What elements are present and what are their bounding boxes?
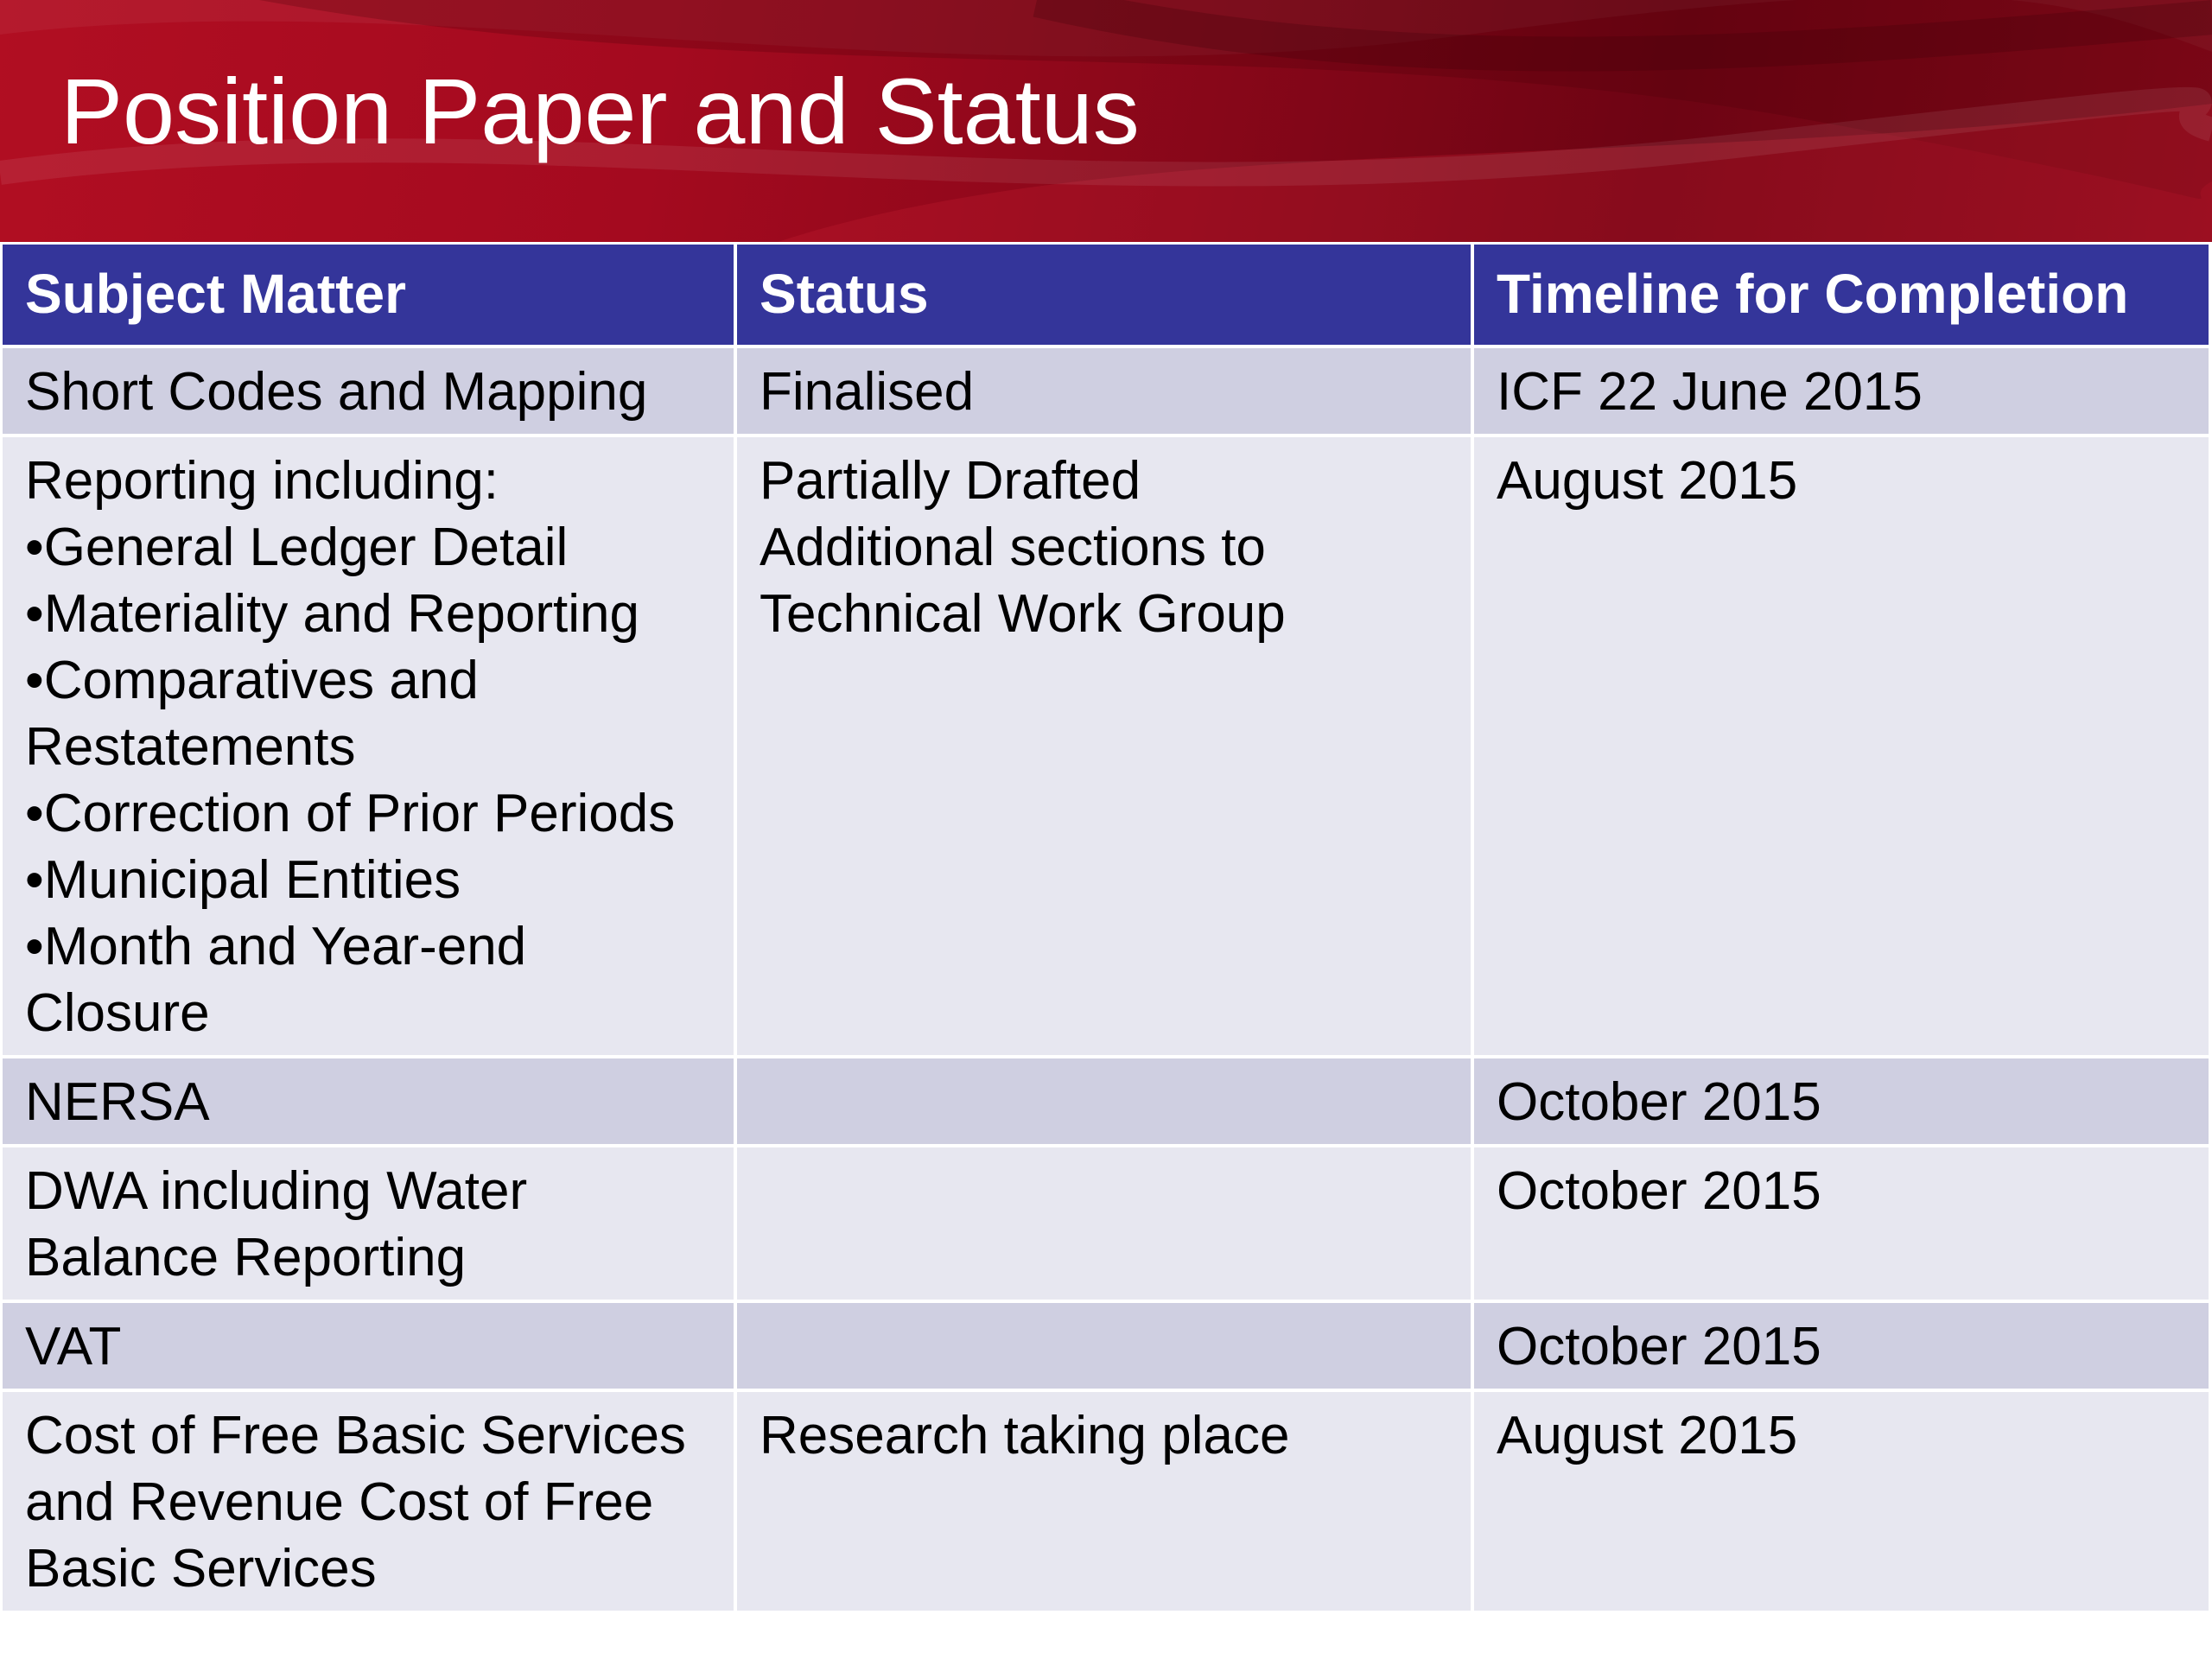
- table-body: [0, 348, 2212, 1614]
- title-banner: [0, 0, 2212, 242]
- cell-text-line: •Municipal Entities: [25, 850, 461, 910]
- cell-status: [737, 1303, 1474, 1392]
- cell-text-line: Closure: [25, 983, 210, 1043]
- cell-status: [737, 1392, 1474, 1614]
- cell-timeline: [1474, 1147, 2212, 1303]
- cell-timeline: [1474, 348, 2212, 437]
- cell-timeline: [1474, 437, 2212, 1058]
- table-row: [0, 1058, 2212, 1147]
- cell-status: [737, 1058, 1474, 1147]
- cell-text-line: August 2015: [1497, 1406, 1798, 1465]
- header-subject-matter: Subject Matter: [0, 242, 737, 348]
- status-table-container: [0, 242, 2212, 1659]
- cell-text-line: DWA including Water: [25, 1161, 528, 1221]
- status-table: [0, 242, 2212, 1614]
- cell-text-line: October 2015: [1497, 1072, 1821, 1132]
- cell-text-line: Technical Work Group: [760, 584, 1286, 644]
- table-row: [0, 1147, 2212, 1303]
- cell-subject-matter: [0, 1303, 737, 1392]
- page-title: Position Paper and Status: [60, 59, 1140, 163]
- cell-text-line: and Revenue Cost of Free: [25, 1472, 654, 1532]
- cell-text-line: August 2015: [1497, 451, 1798, 511]
- cell-text-line: •Month and Year-end: [25, 917, 527, 976]
- header-status: Status: [737, 242, 1474, 348]
- cell-timeline: [1474, 1058, 2212, 1147]
- table-row: [0, 1303, 2212, 1392]
- cell-text-line: October 2015: [1497, 1317, 1821, 1376]
- table-header-row: [0, 242, 2212, 348]
- cell-text-line: NERSA: [25, 1072, 210, 1132]
- cell-status: [737, 437, 1474, 1058]
- cell-text-line: Restatements: [25, 717, 356, 777]
- cell-text-line: Balance Reporting: [25, 1228, 467, 1287]
- cell-text-line: Basic Services: [25, 1539, 377, 1599]
- table-row: [0, 348, 2212, 437]
- cell-text-line: Reporting including:: [25, 451, 499, 511]
- cell-subject-matter: [0, 1392, 737, 1614]
- cell-text-line: Cost of Free Basic Services: [25, 1406, 686, 1465]
- cell-text-line: •Comparatives and: [25, 651, 479, 710]
- table-row: [0, 1392, 2212, 1614]
- cell-subject-matter: [0, 1058, 737, 1147]
- cell-subject-matter: [0, 437, 737, 1058]
- cell-text-line: October 2015: [1497, 1161, 1821, 1221]
- cell-text-line: Research taking place: [760, 1406, 1290, 1465]
- header-timeline: Timeline for Completion: [1474, 242, 2212, 348]
- cell-timeline: [1474, 1392, 2212, 1614]
- cell-status: [737, 1147, 1474, 1303]
- cell-text-line: •General Ledger Detail: [25, 518, 569, 577]
- cell-timeline: [1474, 1303, 2212, 1392]
- cell-text-line: •Correction of Prior Periods: [25, 784, 676, 843]
- cell-status: [737, 348, 1474, 437]
- cell-subject-matter: [0, 348, 737, 437]
- cell-text-line: Partially Drafted: [760, 451, 1141, 511]
- cell-text-line: Additional sections to: [760, 518, 1266, 577]
- cell-text-line: •Materiality and Reporting: [25, 584, 639, 644]
- cell-text-line: ICF 22 June 2015: [1497, 362, 1923, 422]
- cell-text-line: VAT: [25, 1317, 122, 1376]
- cell-subject-matter: [0, 1147, 737, 1303]
- cell-text-line: Finalised: [760, 362, 975, 422]
- table-row: [0, 437, 2212, 1058]
- cell-text-line: Short Codes and Mapping: [25, 362, 648, 422]
